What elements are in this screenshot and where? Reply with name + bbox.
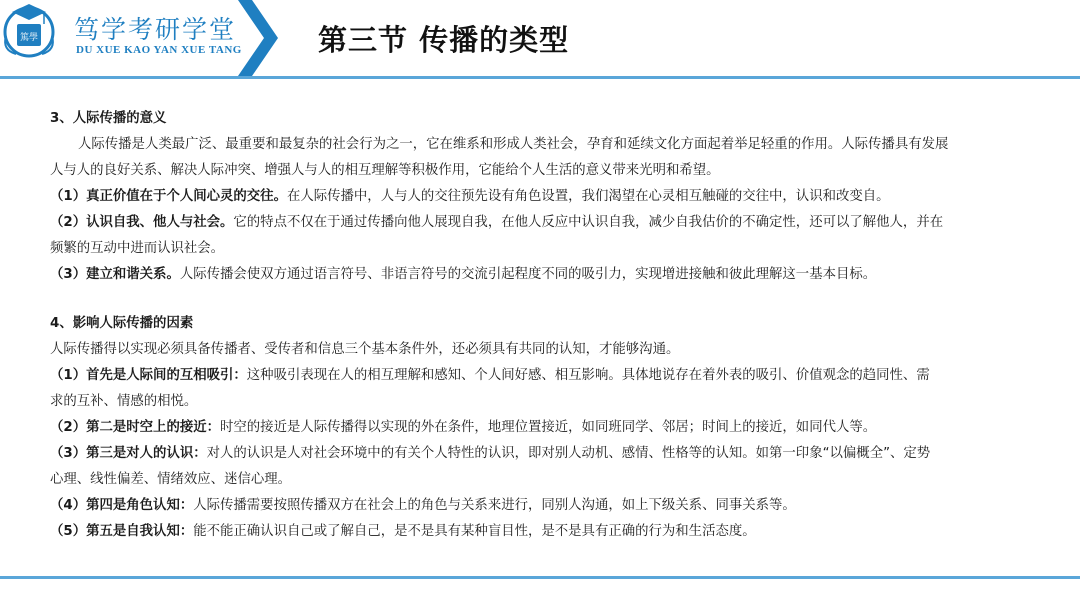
item-text: 这种吸引表现在人的相互理解和感知、个人间好感、相互影响。具体地说存在着外表的吸引、价值观念的趋同性、需	[246, 368, 930, 383]
item-label: （2）认识自我、他人与社会。	[50, 215, 234, 230]
logo-chinese-name: 笃学考研学堂	[74, 15, 237, 44]
item-text: 人际传播需要按照传播双方在社会上的角色与关系来进行，同别人沟通，如上下级关系、同事关系等。	[193, 498, 796, 513]
item-label: （3）第三是对人的认识：	[50, 446, 207, 461]
logo-banner	[0, 0, 278, 76]
item-text: 能不能正确认识自己或了解自己，是不是具有某种盲目性，是不是具有正确的行为和生活态度。	[193, 524, 756, 539]
header-divider	[0, 76, 1080, 79]
item-label: （1）真正价值在于个人间心灵的交往。	[50, 189, 287, 204]
item-text: 它的特点不仅在于通过传播向他人展现自我，在他人反应中认识自我，减少自我估价的不确定性，还可以了解他人，并在	[233, 215, 944, 230]
section-3-item-1	[50, 184, 1050, 210]
item-label: （1）首先是人际间的互相吸引：	[50, 368, 247, 383]
section-4-item-2	[50, 415, 1050, 441]
slide-body	[50, 106, 1050, 545]
item-label: （2）第二是时空上的接近：	[50, 420, 221, 435]
logo-badge-text: 篤學	[19, 33, 39, 43]
section-4-item-1	[50, 363, 1050, 389]
section-4-item-3	[50, 441, 1050, 467]
section-4-item-5	[50, 519, 1050, 545]
page-title: 第三节 传播的类型	[318, 23, 570, 57]
item-label: （5）第五是自我认知：	[50, 524, 194, 539]
item-text: 人际传播会使双方通过语言符号、非语言符号的交流引起程度不同的吸引力，实现增进接触和彼此理解这一基本目标。	[179, 267, 877, 282]
item-text: 在人际传播中，人与人的交往预先设有角色设置，我们渴望在心灵相互触碰的交往中，认识和改变自。	[286, 189, 890, 204]
section-4-heading: 4、影响人际传播的因素	[50, 316, 194, 331]
section-4-item-3-cont: 心理、线性偏差、情绪效应、迷信心理。	[50, 472, 292, 487]
item-text: 对人的认识是人对社会环境中的有关个人特性的认识，即对别人动机、感情、性格等的认知。如第一印象“以偏概全”、定势	[206, 446, 931, 461]
section-3-intro-line-1: 人际传播是人类最广泛、最重要和最复杂的社会行为之一，它在维系和形成人类社会，孕育和延续文化方面起着举足轻重的作用。人际传播具有发展	[78, 137, 949, 152]
item-label: （3）建立和谐关系。	[50, 267, 180, 282]
slide-header	[0, 0, 1080, 78]
school-emblem-icon	[0, 0, 58, 58]
section-3-heading: 3、人际传播的意义	[50, 111, 167, 126]
footer-divider	[0, 576, 1080, 579]
item-text: 时空的接近是人际传播得以实现的外在条件，地理位置接近，如同班同学、邻居；时间上的接近，如同代人等。	[220, 420, 877, 435]
logo-english-name: DU XUE KAO YAN XUE TANG	[76, 44, 242, 56]
section-3-item-3	[50, 262, 1050, 288]
section-4-item-1-cont: 求的互补、情感的相悦。	[50, 394, 198, 409]
section-3-item-2-cont: 频繁的互动中进而认识社会。	[50, 241, 225, 256]
item-label: （4）第四是角色认知：	[50, 498, 194, 513]
section-3-item-2	[50, 210, 1050, 236]
section-4-item-4	[50, 493, 1050, 519]
section-4-intro: 人际传播得以实现必须具备传播者、受传者和信息三个基本条件外，还必须具有共同的认知，才能够沟通。	[50, 342, 680, 357]
section-3-intro-line-2: 人与人的良好关系、解决人际冲突、增强人与人的相互理解等积极作用，它能给个人生活的意义带来光明和希望。	[50, 163, 720, 178]
